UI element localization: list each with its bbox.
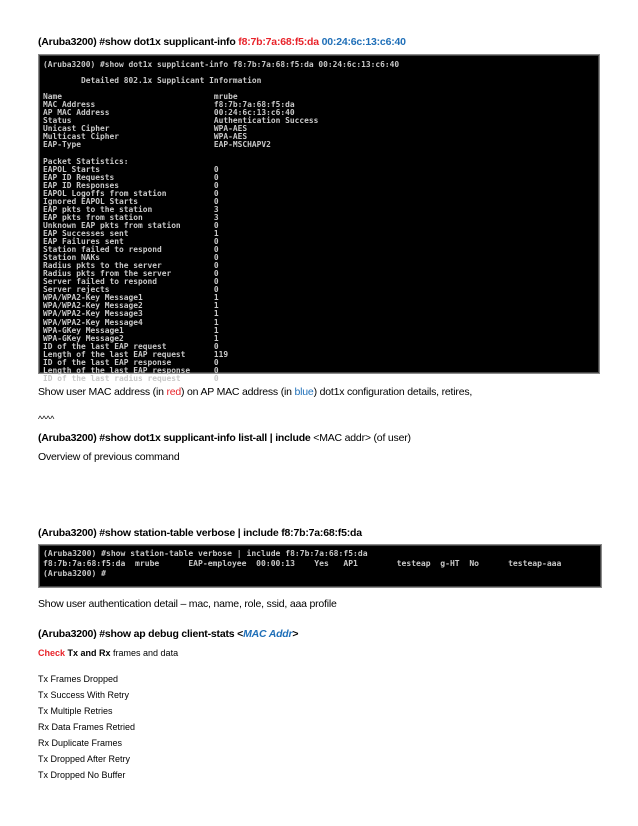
command-heading-client-stats <box>38 628 298 640</box>
description-station-table: Show user authentication detail – mac, name, role, ssid, aaa profile <box>38 598 337 610</box>
metric-item: Tx Success With Retry <box>38 690 130 700</box>
command-list-all-arg: <MAC addr> (of user) <box>313 432 411 444</box>
client-stats-suffix: > <box>292 628 299 640</box>
user-mac-address: f8:7b:7a:68:f5:da <box>238 36 319 48</box>
client-stats-prefix: (Aruba3200) #show ap debug client-stats < <box>38 628 244 640</box>
ap-mac-address: 00:24:6c:13:c6:40 <box>321 36 406 48</box>
check-word: Check <box>38 648 66 658</box>
desc-text-3: ) dot1x configuration details, retires, <box>313 386 473 398</box>
metric-item: Tx Frames Dropped <box>38 674 119 684</box>
command-heading-list-all <box>38 432 411 444</box>
metric-item: Tx Dropped No Buffer <box>38 770 126 780</box>
metric-item: Rx Duplicate Frames <box>38 738 123 748</box>
check-line <box>38 648 178 658</box>
command-list-all-bold: (Aruba3200) #show dot1x supplicant-info list-all | include <box>38 432 314 444</box>
command-heading-supplicant-info <box>38 36 406 48</box>
client-stats-arg: MAC Addr <box>243 628 293 640</box>
description-supplicant-info <box>38 386 472 398</box>
caret-marker: ^^^^ <box>38 414 55 424</box>
console-output-station-table: (Aruba3200) #show station-table verbose | include f8:7b:7a:68:f5:da f8:7b:7a:68:f5:da mrube EAP-employee 00:00:13 Yes AP1 testeap g-HT No testeap-aaa (Aruba3200) # <box>43 549 562 578</box>
desc-text-1: Show user MAC address (in <box>38 386 167 398</box>
console-screenshot-station-table <box>38 544 602 588</box>
metric-item: Tx Multiple Retries <box>38 706 113 716</box>
check-bold-text: Tx and Rx <box>65 648 111 658</box>
metric-item: Tx Dropped After Retry <box>38 754 131 764</box>
overview-text: Overview of previous command <box>38 451 180 463</box>
console-output-supplicant-info: (Aruba3200) #show dot1x supplicant-info f8:7b:7a:68:f5:da 00:24:6c:13:c6:40 Detailed 802.1x Supplicant Information Name mrube MAC Address f8:7b:7a:68:f5:da AP MAC Address 00:24:6c:13:c6:40 Status Authentication Success Unicast Cipher WPA-AES Multicast Cipher WPA-AES EAP-Type EAP-MSCHAPV2 Packet Statistics: EAPOL Starts 0 EAP ID Requests 0 EAP ID Responses 0 EAPOL Logoffs from station 0 Ignored EAPOL Starts 0 EAP pkts to the station 3 EAP pkts from station 3 Unknown EAP pkts from station 0 EAP Successes sent 1 EAP Failures sent 0 Station failed to respond 0 Station NAKs 0 Radius pkts to the server 0 Radius pkts from the server 0 Server failed to respond 0 Server rejects 0 WPA/WPA2-Key Message1 1 WPA/WPA2-Key Message2 1 WPA/WPA2-Key Message3 1 WPA/WPA2-Key Message4 1 WPA-GKey Message1 1 WPA-GKey Message2 1 ID of the last EAP request 0 Length of the last EAP request 119 ID of the last EAP response 0 Length of the last EAP response 0 ID of the last radius request 0 <box>43 60 400 383</box>
desc-red-word: red <box>166 386 182 398</box>
command-heading-station-table: (Aruba3200) #show station-table verbose | include f8:7b:7a:68:f5:da <box>38 527 362 539</box>
desc-blue-word: blue <box>294 386 314 398</box>
check-rest-text: frames and data <box>110 648 179 658</box>
command-prefix: (Aruba3200) #show dot1x supplicant-info <box>38 36 239 48</box>
console-screenshot-supplicant-info <box>38 54 600 383</box>
metric-item: Rx Data Frames Retried <box>38 722 136 732</box>
desc-text-2: ) on AP MAC address (in <box>181 386 295 398</box>
